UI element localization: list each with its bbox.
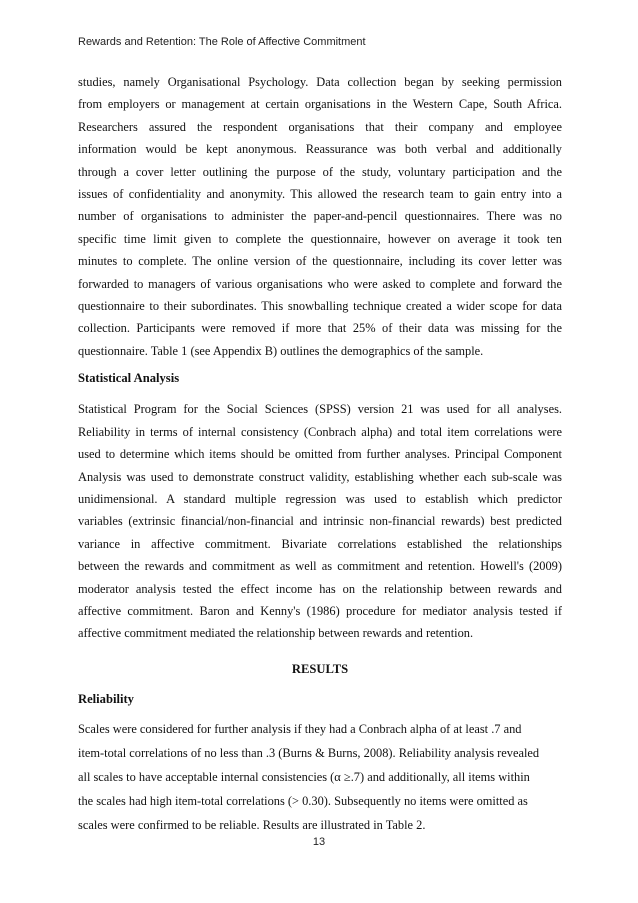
text-line: affective commitment. Baron and Kenny's (1986) procedure for mediator analysis tested if <box>78 603 562 618</box>
text-line: Statistical Program for the Social Sciences (SPSS) version 21 was used for all analyses. <box>78 402 562 417</box>
text-line: studies, namely Organisational Psychology. Data collection began by seeking permission <box>78 75 562 89</box>
text-line: Analysis was used to demonstrate construct validity, establishing whether each sub-scale was <box>78 469 562 484</box>
text-line: specific time limit given to complete the questionnaire, however on average it took ten <box>78 231 562 246</box>
text-line: minutes to complete. The online version of the questionnaire, including its cover letter was <box>78 254 562 269</box>
text-line: Reliability in terms of internal consistency (Conbrach alpha) and total item correlations were <box>78 424 562 439</box>
text-line: the scales had high item-total correlations (> 0.30). Subsequently no items were omitted as <box>78 793 528 808</box>
text-line: forwarded to managers of various organisations who were asked to complete and forward the <box>78 276 562 291</box>
text-line: questionnaire to their subordinates. This snowballing technique created a wider scope for data <box>78 299 562 314</box>
text-line: item-total correlations of no less than .3 (Burns & Burns, 2008). Reliability analysis revealed <box>78 745 540 760</box>
text-line: variables (extrinsic financial/non-financial and intrinsic non-financial rewards) best predicted <box>78 514 562 529</box>
text-line: Researchers assured the respondent organisations that their company and employee <box>78 119 562 134</box>
text-line: information would be kept anonymous. Reassurance was both verbal and additionally <box>78 142 562 157</box>
text-line: issues of confidentiality and anonymity. This allowed the research team to gain entry into a <box>78 187 562 202</box>
text-line: variance in affective commitment. Bivariate correlations established the relationships <box>78 536 562 551</box>
page-number: 13 <box>312 836 326 848</box>
page-body <box>78 71 562 837</box>
text-line: Scales were considered for further analysis if they had a Conbrach alpha of at least .7 and <box>78 721 522 736</box>
heading-statistical-analysis: Statistical Analysis <box>78 371 180 386</box>
text-line: from employers or management at certain organisations in the Western Cape, South Africa. <box>78 97 562 112</box>
paragraph-statistical-analysis <box>78 398 562 644</box>
running-header: Rewards and Retention: The Role of Affective Commitment <box>78 36 366 48</box>
text-line: unidimensional. A standard multiple regression was used to establish which predictor <box>78 491 562 506</box>
heading-reliability: Reliability <box>78 691 134 706</box>
text-line: number of organisations to administer the paper-and-pencil questionnaires. There was no <box>78 209 562 224</box>
text-line: affective commitment mediated the relationship between rewards and retention. <box>78 626 474 641</box>
text-line: collection. Participants were removed if more that 25% of their data was missing for the <box>78 321 562 336</box>
text-line: all scales to have acceptable internal consistencies (α ≥.7) and additionally, all items within <box>78 769 530 784</box>
paragraph-data-collection <box>78 71 562 362</box>
text-line: between the rewards and commitment as well as commitment and retention. Howell's (2009) <box>78 559 562 574</box>
text-line: used to determine which items should be omitted from further analyses. Principal Component <box>78 447 562 462</box>
heading-results: RESULTS <box>291 661 349 676</box>
text-line: through a cover letter outlining the purpose of the study, voluntary participation and the <box>78 164 562 179</box>
text-line: questionnaire. Table 1 (see Appendix B) outlines the demographics of the sample. <box>78 343 484 358</box>
text-line: moderator analysis tested the effect income has on the relationship between rewards and <box>78 581 562 596</box>
paragraph-reliability <box>78 717 562 837</box>
text-line: scales were confirmed to be reliable. Results are illustrated in Table 2. <box>78 817 426 832</box>
